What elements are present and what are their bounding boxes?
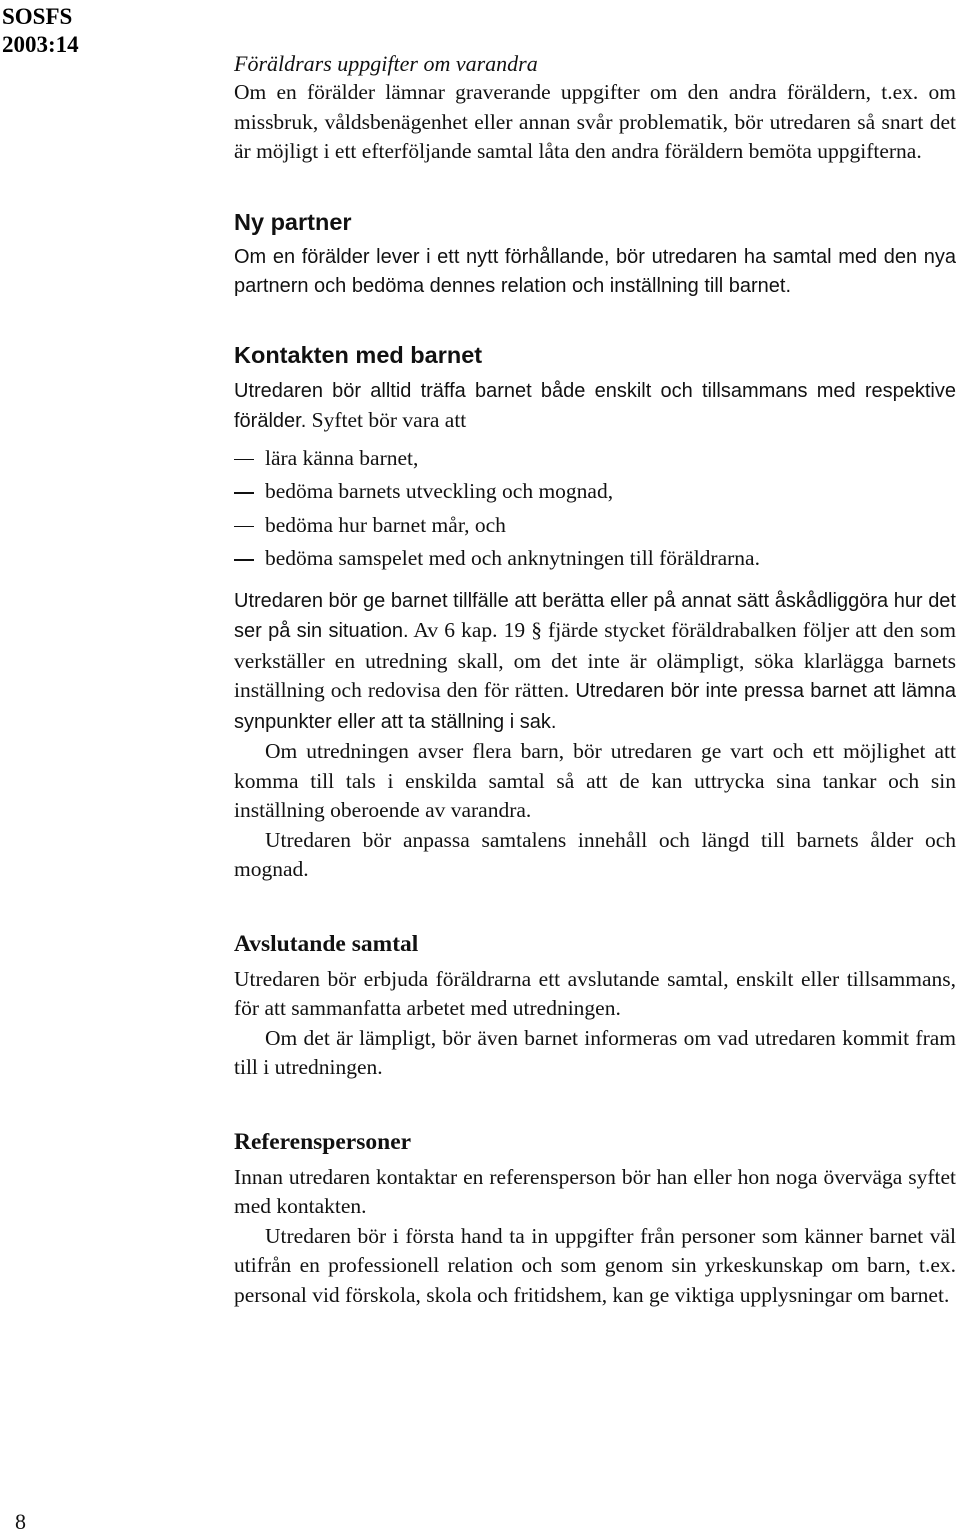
list-item: lära känna barnet, xyxy=(234,444,956,474)
advice-text: Utredaren bör ge barnet tillfälle att berätta eller på annat sätt åskådliggöra hur det ser på sin situation. xyxy=(234,589,956,642)
section-heading: Kontakten med barnet xyxy=(234,341,483,368)
paragraph: Om en förälder lämnar graverande uppgifter om den andra föräldern, t.ex. om missbruk, våldsbenägenhet eller annan svår problematik, bör utredaren så snart det är möjligt i ett efterföljande samtal låta den andra föräldern bemöta uppgifterna. xyxy=(234,80,956,163)
section-ny-partner xyxy=(234,207,956,302)
section-heading: Föräldrars uppgifter om varandra xyxy=(234,51,538,76)
section-foraldrars-uppgifter xyxy=(234,49,956,167)
paragraph: Utredaren bör i första hand ta in uppgifter från personer som känner barnet väl utifrån en professionell relation och som genom sin yrkeskunskap om barn, t.ex. personal vid förskola, skola och fritidshem, kan ge viktiga upplysningar om barnet. xyxy=(234,1223,956,1307)
document-body xyxy=(234,49,956,1310)
list-item: bedöma barnets utveckling och mognad, xyxy=(234,477,956,507)
list-item: bedöma hur barnet mår, och xyxy=(234,511,956,541)
paragraph: Om det är lämpligt, bör även barnet informeras om vad utredaren kommit fram till i utredningen. xyxy=(234,1025,956,1079)
advice-text: Utredaren bör inte pressa barnet att lämna synpunkter eller att ta ställning i sak. xyxy=(234,680,956,733)
section-kontakten-med-barnet xyxy=(234,340,956,885)
paragraph xyxy=(234,586,956,738)
document-series-label xyxy=(2,3,79,59)
section-heading: Avslutande samtal xyxy=(234,930,419,957)
paragraph: Om en förälder lever i ett nytt förhållande, bör utredaren ha samtal med den nya partnern och bedöma dennes relation och inställning till barnet. xyxy=(234,245,956,297)
page-number: 8 xyxy=(15,1509,26,1534)
list-item: bedöma samspelet med och anknytningen till föräldrarna. xyxy=(234,544,956,574)
paragraph: Utredaren bör anpassa samtalens innehåll och längd till barnets ålder och mognad. xyxy=(234,827,956,881)
advice-text: Utredaren bör alltid träffa barnet både enskilt och tillsammans med respektive förälder. xyxy=(234,379,956,432)
series-number: 2003:14 xyxy=(2,32,79,57)
section-avslutande-samtal xyxy=(234,929,956,1083)
section-heading: Ny partner xyxy=(234,208,352,235)
regulation-text: Syftet bör vara att xyxy=(306,408,467,432)
section-heading: Referenspersoner xyxy=(234,1128,412,1155)
series-name: SOSFS xyxy=(2,4,73,29)
paragraph-intro xyxy=(234,376,956,437)
paragraph: Innan utredaren kontaktar en referensperson bör han eller hon noga överväga syftet med kontakten. xyxy=(234,1164,956,1218)
paragraph: Om utredningen avser flera barn, bör utredaren ge vart och ett möjlighet att komma till tals i enskilda samtal så att de kan uttrycka sina tankar och sin inställning oberoende av varandra. xyxy=(234,739,956,822)
section-referenspersoner xyxy=(234,1127,956,1311)
regulation-text: Av 6 kap. 19 § fjärde stycket föräldrabalken följer att den som verkställer en utredning skall, om det inte är olämpligt, söka klarlägga barnets inställning och redovisa den för rätten. xyxy=(234,618,956,702)
purpose-list xyxy=(234,444,956,574)
paragraph: Utredaren bör erbjuda föräldrarna ett avslutande samtal, enskilt eller tillsammans, för att sammanfatta arbetet med utredningen. xyxy=(234,966,956,1020)
